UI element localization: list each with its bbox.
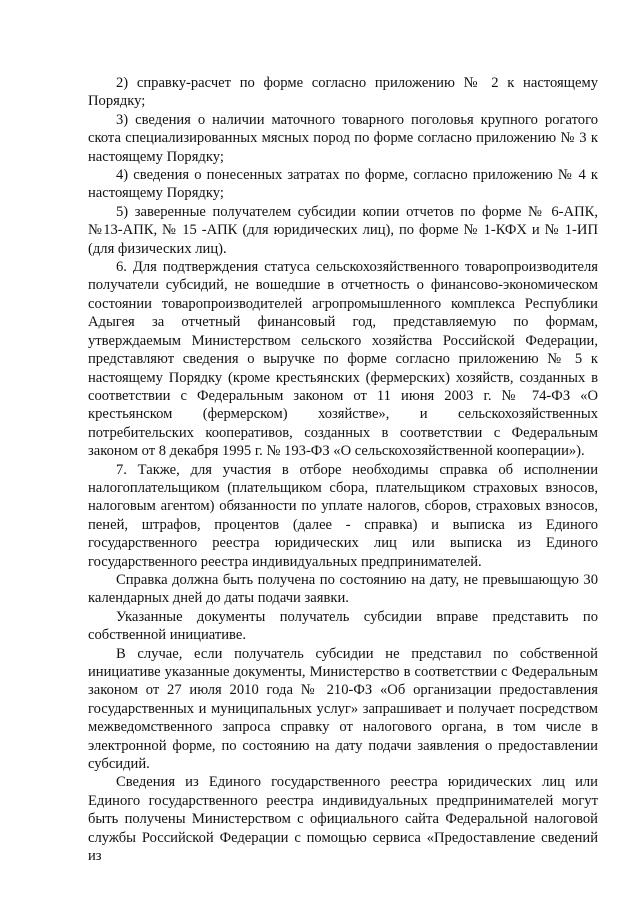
paragraph-own-initiative: Указанные документы получатель субсидии вправе представить по собственной инициативе.: [88, 608, 598, 644]
paragraph-item-2: 2) справку-расчет по форме согласно приложению № 2 к настоящему Порядку;: [88, 75, 598, 110]
paragraph-clause-6: 6. Для подтверждения статуса сельскохозяйственного товаропроизводителя получатели субсидий, не вошедшие в отчетность о финансово-экономическом состоянии товаропроизводителей агропромышленного комплекса Республики Адыгея за отчетный финансовый год, представляемую по формам, утверждаемым Министерством сельского хозяйства Российской Федерации, представляют сведения о выручке по форме согласно приложению № 5 к настоящему Порядку (кроме крестьянских (фермерских) хозяйств, созданных в соответствии с Федеральным законом от 11 июня 2003 г. № 74-ФЗ «О крестьянском (фермерском) хозяйстве», и сельскохозяйственных потребительских кооперативов, созданных в соответствии с Федеральным законом от 8 декабря 1995 г. № 193-ФЗ «О сельскохозяйственной кооперации»).: [88, 259, 598, 460]
paragraph-item-4: 4) сведения о понесенных затратах по форме, согласно приложению № 4 к настоящему Порядку;: [88, 167, 598, 202]
paragraph-item-3: 3) сведения о наличии маточного товарного поголовья крупного рогатого скота специализированных мясных пород по форме согласно приложению № 3 к настоящему Порядку;: [88, 111, 598, 165]
paragraph-item-5: 5) заверенные получателем субсидии копии отчетов по форме № 6-АПК, №13-АПК, № 15 -АПК (для юридических лиц), по форме № 1-КФХ и № 1-ИП (для физических лиц).: [88, 203, 598, 257]
paragraph-interagency-request: В случае, если получатель субсидии не представил по собственной инициативе указанные документы, Министерство в соответствии с Федеральным законом от 27 июля 2010 года № 210-ФЗ «Об организации предоставления государственных и муниципальных услуг» запрашивает и получает посредством межведомственного запроса справку от налогового органа, в том числе в электронной форме, по состоянию на дату подачи заявления о предоставлении субсидий.: [88, 645, 598, 773]
paragraph-certificate-validity: Справка должна быть получена по состоянию на дату, не превышающую 30 календарных дней до даты подачи заявки.: [88, 571, 598, 607]
paragraph-clause-7: 7. Также, для участия в отборе необходимы справка об исполнении налогоплательщиком (плательщиком сбора, плательщиком страховых взносов, налоговым агентом) обязанности по уплате налогов, сборов, страховых взносов, пеней, штрафов, процентов (далее - справка) и выписка из Единого государственного реестра юридических лиц или выписка из Единого государственного реестра индивидуальных предпринимателей.: [88, 461, 598, 570]
paragraph-registry-info: Сведения из Единого государственного реестра юридических лиц или Единого государственного реестра индивидуальных предпринимателей могут быть получены Министерством с официального сайта Федеральной налоговой службы Российской Федерации с помощью сервиса «Предоставление сведений из: [88, 774, 598, 865]
document-body: [88, 74, 598, 865]
